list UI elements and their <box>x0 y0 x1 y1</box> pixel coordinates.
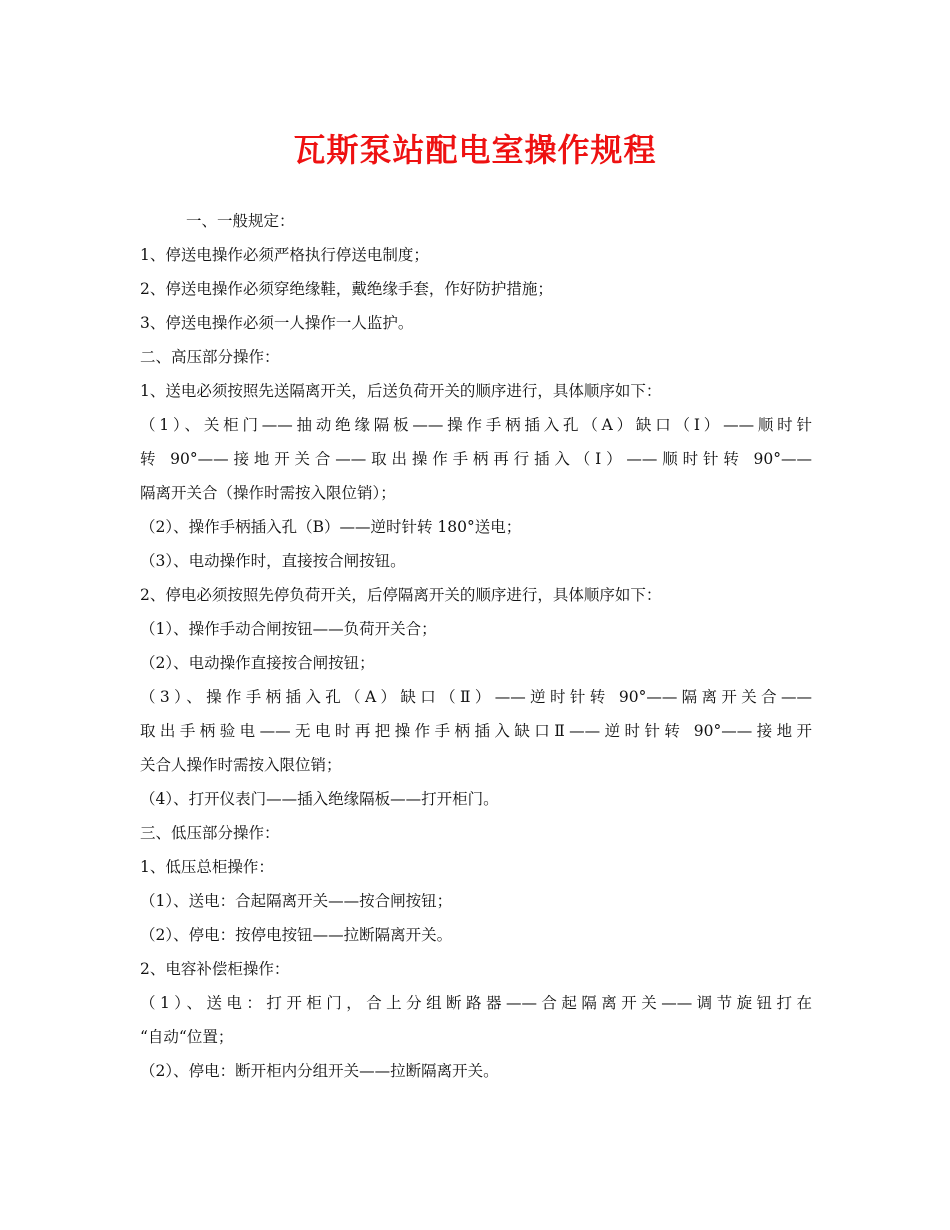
section-heading-low-voltage: 三、低压部分操作： <box>140 824 280 842</box>
paragraph-line: 1、低压总柜操作： <box>140 858 274 876</box>
paragraph-line: （2）、停电：断开柜内分组开关——拉断隔离开关。 <box>140 1062 499 1080</box>
document-title: 瓦斯泵站配电室操作规程 <box>293 131 657 169</box>
paragraph-line: （1）、送电：合起隔离开关——按合闸按钮； <box>140 892 453 910</box>
paragraph-line: 2、停送电操作必须穿绝缘鞋，戴绝缘手套，作好防护措施； <box>140 280 553 298</box>
paragraph-line: 2、电容补偿柜操作： <box>140 960 290 978</box>
paragraph-line: （3）、操作手柄插入孔（A）缺口（Ⅱ）——逆时针转 90°——隔离开关合—— <box>140 688 812 706</box>
document-body <box>140 204 812 1088</box>
section-heading-general: 一、一般规定： <box>186 212 295 230</box>
paragraph-line: （1）、操作手动合闸按钮——负荷开关合； <box>140 620 437 638</box>
paragraph-line: （2）、操作手柄插入孔（B）——逆时针转 180°送电； <box>140 518 522 536</box>
paragraph-line: 2、停电必须按照先停负荷开关，后停隔离开关的顺序进行，具体顺序如下： <box>140 586 662 604</box>
paragraph-line: 关合人操作时需按入限位销； <box>140 756 342 774</box>
paragraph-line: （2）、停电：按停电按钮——拉断隔离开关。 <box>140 926 453 944</box>
paragraph-line: “自动“位置； <box>140 1028 234 1046</box>
paragraph-line: （1）、送电：打开柜门，合上分组断路器——合起隔离开关——调节旋钮打在 <box>140 994 812 1012</box>
paragraph-line: （3）、电动操作时，直接按合闸按钮。 <box>140 552 406 570</box>
paragraph-line: 3、停送电操作必须一人操作一人监护。 <box>140 314 414 332</box>
paragraph-line: 1、送电必须按照先送隔离开关，后送负荷开关的顺序进行，具体顺序如下： <box>140 382 662 400</box>
paragraph-line: 1、停送电操作必须严格执行停送电制度； <box>140 246 429 264</box>
section-heading-high-voltage: 二、高压部分操作： <box>140 348 280 366</box>
paragraph-line: （4）、打开仪表门——插入绝缘隔板——打开柜门。 <box>140 790 499 808</box>
paragraph-line: （1）、关柜门——抽动绝缘隔板——操作手柄插入孔（A）缺口（Ⅰ）——顺时针 <box>140 416 812 434</box>
paragraph-line: （2）、电动操作直接按合闸按钮； <box>140 654 375 672</box>
paragraph-line: 隔离开关合（操作时需按入限位销）； <box>140 484 396 502</box>
paragraph-line: 转 90°——接地开关合——取出操作手柄再行插入（Ⅰ）——顺时针转 90°—— <box>140 450 812 468</box>
paragraph-line: 取出手柄验电——无电时再把操作手柄插入缺口Ⅱ——逆时针转 90°——接地开 <box>140 722 812 740</box>
